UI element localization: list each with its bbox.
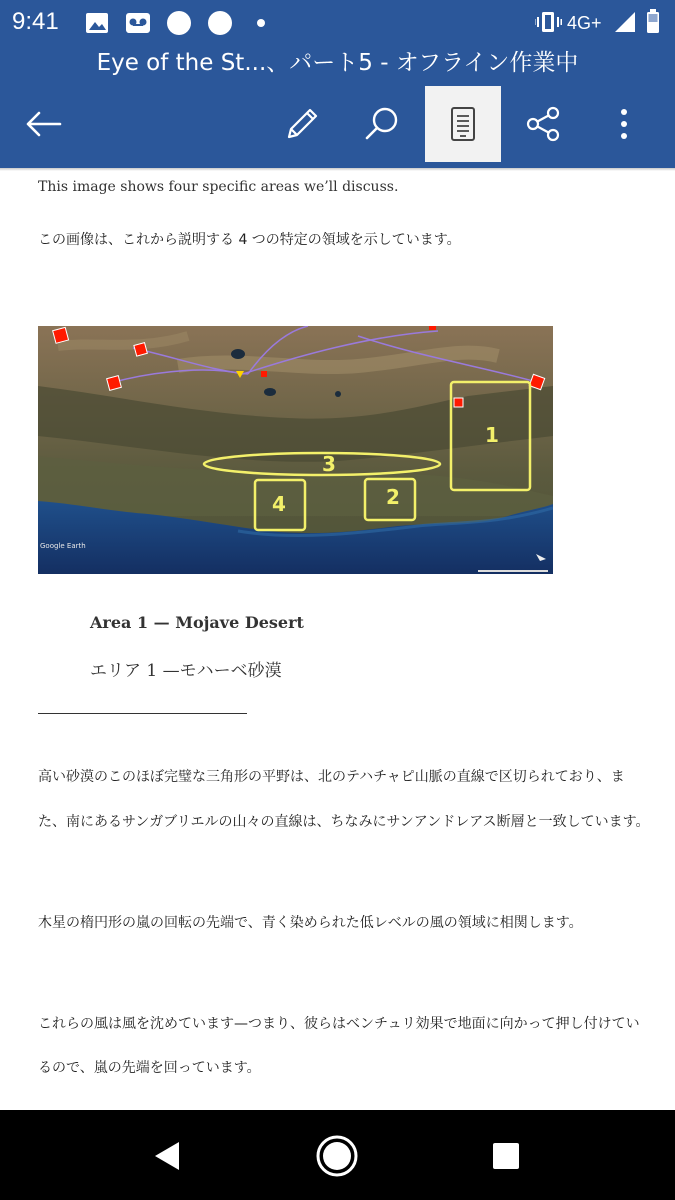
intro-japanese: この画像は、これから説明する 4 つの特定の領域を示しています。 <box>38 232 461 248</box>
signal-icon <box>615 12 635 32</box>
svg-text:3: 3 <box>322 452 336 476</box>
satellite-map <box>38 326 553 574</box>
status-bar <box>0 0 675 46</box>
svg-text:2: 2 <box>386 485 400 509</box>
back-arrow-icon <box>24 109 64 139</box>
paragraph-line: これらの風は風を沈めています—つまり、彼らはベンチュリ効果で地面に向かって押し付けてい <box>38 1016 640 1032</box>
status-left-icons <box>86 10 276 36</box>
map-image[interactable] <box>38 326 553 574</box>
dot-icon <box>257 19 265 27</box>
search-icon <box>362 104 402 144</box>
section-divider <box>38 713 247 714</box>
image-icon <box>86 13 108 33</box>
circle-notification-icon <box>208 11 232 35</box>
status-right <box>535 8 661 36</box>
svg-text:4: 4 <box>272 492 286 516</box>
status-right-icons <box>535 8 661 36</box>
paragraph-line: 高い砂漠のこのほぼ完璧な三角形の平野は、北のテハチャピ山脈の直線で区切られており、ま <box>38 769 625 785</box>
mobile-view-button[interactable] <box>425 86 501 162</box>
toolbar <box>0 86 675 168</box>
battery-icon <box>647 9 659 33</box>
more-vertical-icon <box>618 107 630 141</box>
recents-square-icon <box>491 1141 521 1171</box>
title-bar <box>0 46 675 86</box>
edit-button[interactable] <box>264 86 340 162</box>
vibrate-icon <box>535 12 562 32</box>
nav-home-button[interactable] <box>313 1132 361 1180</box>
document-body[interactable] <box>0 170 675 1110</box>
share-button[interactable] <box>505 86 581 162</box>
svg-text:1: 1 <box>485 423 499 447</box>
system-nav-bar <box>0 1110 675 1200</box>
network-label: 4G+ <box>567 13 602 33</box>
pencil-icon <box>283 105 321 143</box>
back-triangle-icon <box>152 1140 182 1172</box>
notification-icons <box>86 10 276 36</box>
paragraph-line: るので、嵐の先端を回っています。 <box>38 1060 261 1076</box>
intro-english: This image shows four specific areas we’ll discuss. <box>38 179 399 195</box>
area-heading-japanese: エリア 1 —モハーベ砂漠 <box>90 661 282 681</box>
back-button[interactable] <box>6 86 82 162</box>
paragraph-line: 木星の楕円形の嵐の回転の先端で、青く染められた低レベルの風の領域に相関します。 <box>38 915 583 931</box>
mobile-view-icon <box>450 106 476 142</box>
home-circle-icon <box>315 1134 359 1178</box>
document-title: Eye of the St...、パート5 - オフライン作業中 <box>96 50 579 76</box>
paragraph-line: た、南にあるサンガブリエルの山々の直線は、ちなみにサンアンドレアス断層と一致しています。 <box>38 814 650 830</box>
circle-notification-icon <box>167 11 191 35</box>
nav-back-button[interactable] <box>143 1132 191 1180</box>
google-earth-watermark: Google Earth <box>40 542 86 550</box>
nav-recents-button[interactable] <box>482 1132 530 1180</box>
area-heading-english: Area 1 — Mojave Desert <box>90 613 304 632</box>
share-icon <box>524 105 562 143</box>
search-button[interactable] <box>344 86 420 162</box>
voicemail-icon <box>126 13 150 33</box>
status-time: 9:41 <box>12 8 59 35</box>
more-options-button[interactable] <box>586 86 662 162</box>
